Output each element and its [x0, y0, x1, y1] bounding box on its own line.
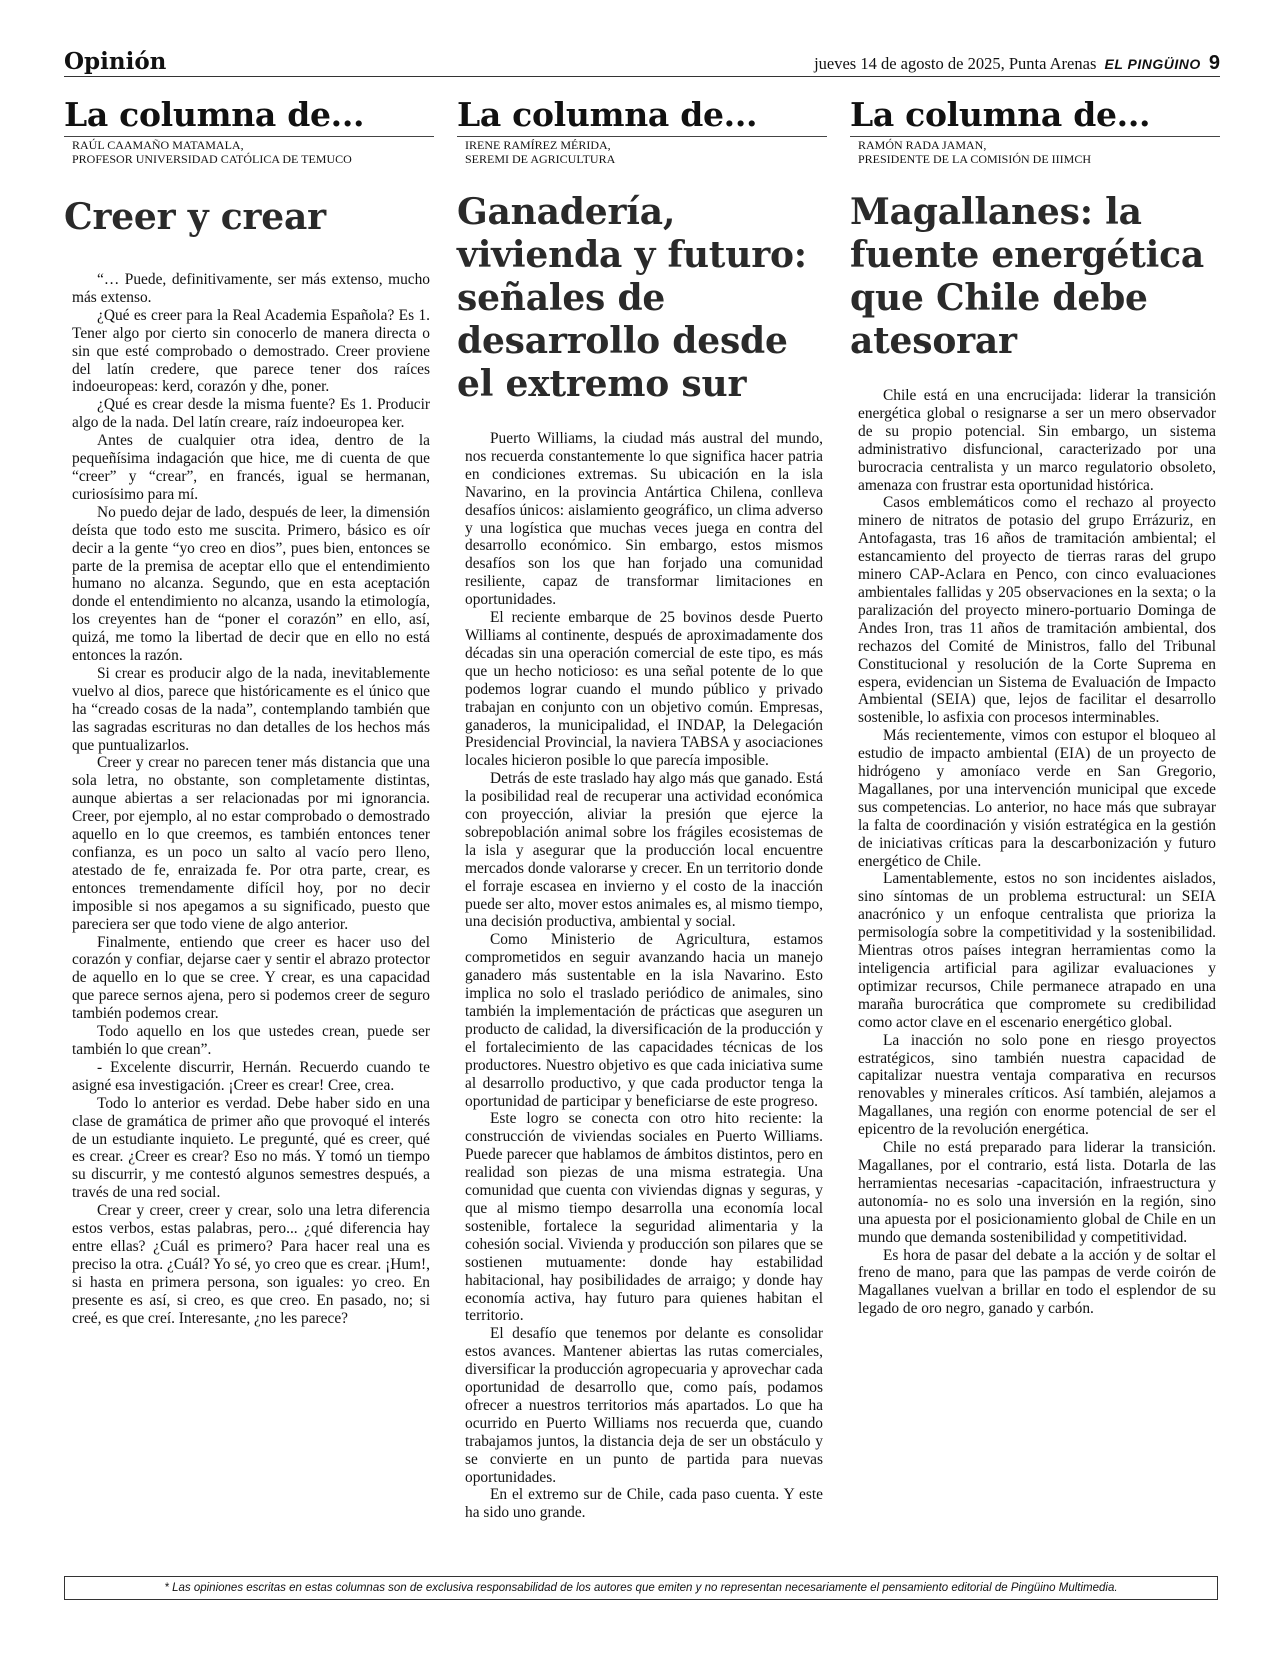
- paragraph: Creer y crear no parecen tener más distancia que una sola letra, no obstante, son completamente distintas, aunque abiertas a ser relacionadas por mi ignorancia. Creer, por ejemplo, al no estar comprobado o demostrado aquello en lo que creemos, es también entonces tener confianza, es un poco un salto al vacío pero lleno, atestado de fe, enraizada fe. Por otra parte, crear, es entonces tremendamente difícil hoy, por no decir imposible si nos apegamos a su significado, puesto que pareciera ser que todo viene de algo anterior.: [72, 754, 430, 933]
- author-name: IRENE RAMÍREZ MÉRIDA,: [465, 138, 611, 152]
- paragraph: El reciente embarque de 25 bovinos desde Puerto Williams al continente, después de aproximadamente dos décadas sin una operación comercial de este tipo, es más que un hecho noticioso: es una señal potente de lo que podemos lograr cuando el mundo público y privado trabajan en conjunto con un objetivo común. Empresas, ganaderos, la municipalidad, el INDAP, la Delegación Presidencial Provincial, la naviera TABSA y asociaciones locales hicieron posible lo que parecía imposible.: [465, 609, 823, 770]
- paragraph: Casos emblemáticos como el rechazo al proyecto minero de nitratos de potasio del grupo Errázuriz, en Antofagasta, tras 16 años de tramitación ambiental; el estancamiento del proyecto de tierras raras del grupo minero CAP-Aclara en Penco, con cinco evaluaciones ambientales fallidas y 205 observaciones en la sexta; o la paralización del proyecto minero-portuario Dominga de Andes Iron, tras 11 años de tramitación ambiental, dos rechazos del Comité de Ministros, fallo del Tribunal Constitucional y resolución de la Corte Suprema en espera, evidencian un Sistema de Evaluación de Impacto Ambiental (SEIA) que, lejos de facilitar el desarrollo sostenible, lo asfixia con procesos interminables.: [858, 494, 1216, 727]
- article-body: [64, 271, 434, 1327]
- author-role: PROFESOR UNIVERSIDAD CATÓLICA DE TEMUCO: [72, 152, 352, 166]
- column-tag: La columna de...: [850, 96, 1220, 137]
- paragraph: Como Ministerio de Agricultura, estamos comprometidos en seguir avanzando hacia un manejo ganadero más sustentable en la isla Navarino. Esto implica no solo el traslado periódico de animales, sino también la implementación de prácticas que aseguren un producto de calidad, la diversificación de la producción y el fortalecimiento de las capacidades técnicas de los productores. Nuestro objetivo es que cada iniciativa sume al desarrollo productivo, y que cada productor tenga la oportunidad de participar y beneficiarse de este progreso.: [465, 931, 823, 1110]
- paragraph: Chile está en una encrucijada: liderar la transición energética global o resignarse a ser un mero observador de su propio potencial. Sin embargo, un sistema administrativo disfuncional, caracterizado por una burocracia centralista y un marco regulatorio obsoleto, amenaza con frustrar esta oportunidad histórica.: [858, 387, 1216, 494]
- article-body: [457, 430, 827, 1522]
- paragraph: Es hora de pasar del debate a la acción y de soltar el freno de mano, para que las pampas de verde coirón de Magallanes vuelvan a brillar en todo el esplendor de su legado de oro negro, ganado y carbón.: [858, 1246, 1216, 1318]
- paragraph: No puedo dejar de lado, después de leer, la dimensión deísta que todo esto me suscita. Primero, básico es oír decir a la gente “yo creo en dios”, pues bien, entonces se parte de la premisa de aceptar ello que el entendimiento humano no alcanza. Segundo, que en esta aceptación donde el entendimiento no alcanza, usando la etimología, los creyentes han de “poner el corazón” en ello, así, quizá, me tomo la libertad de decir que en ello no está entonces la razón.: [72, 503, 430, 665]
- paragraph: Antes de cualquier otra idea, dentro de la pequeñísima indagación que hice, me di cuenta de que “creer” y “crear”, en francés, igual se hermanan, curiosísimo para mí.: [72, 432, 430, 503]
- author-name: RAMÓN RADA JAMAN,: [858, 138, 987, 152]
- column-tag: La columna de...: [64, 96, 434, 137]
- paragraph: Puerto Williams, la ciudad más austral del mundo, nos recuerda constantemente lo que significa hacer patria en condiciones extremas. Su ubicación en la isla Navarino, en la provincia Antártica Chilena, conlleva desafíos únicos: aislamiento geográfico, un clima adverso y una logística que muchas veces juega en contra del desarrollo económico. Sin embargo, estos mismos desafíos son los que han forjado una comunidad resiliente, capaz de transformar limitaciones en oportunidades.: [465, 430, 823, 609]
- article-title: Ganadería, vivienda y futuro: señales de desarrollo desde el extremo sur: [457, 191, 807, 405]
- paragraph: “… Puede, definitivamente, ser más extenso, mucho más extenso.: [72, 271, 430, 306]
- paragraph: ¿Qué es creer para la Real Academia Española? Es 1. Tener algo por cierto sin conocerlo de manera directa o sin que esté comprobado o demostrado. Creer proviene del latín credere, que parece tener dos raíces indoeuropeas: kerd, corazón y dhe, poner.: [72, 306, 430, 396]
- paragraph: Chile no está preparado para liderar la transición. Magallanes, por el contrario, está lista. Dotarla de las herramientas necesarias -capacitación, infraestructura y autonomía- no es solo una inversión en la región, sino una apuesta por el posicionamiento global de Chile en un mundo que demanda sostenibilidad y competitividad.: [858, 1139, 1216, 1246]
- paragraph: La inacción no solo pone en riesgo proyectos estratégicos, sino también nuestra capacidad de capitalizar nuestra ventaja comparativa en recursos renovables y minerales críticos. Así también, alejamos a Magallanes, una región con enorme potencial de ser el epicentro de la revolución energética.: [858, 1031, 1216, 1139]
- paragraph: Detrás de este traslado hay algo más que ganado. Está la posibilidad real de recuperar una actividad económica con proyección, aliviar la presión que ejerce la sobrepoblación animal sobre los frágiles ecosistemas de la isla y asegurar que la producción local encuentre mercados donde valorarse y crecer. En un territorio donde el forraje escasea en invierno y el costo de la inacción puede ser alto, mover estos animales es, al mismo tiempo, una decisión productiva, ambiental y social.: [465, 770, 823, 931]
- newspaper-page: [64, 48, 1220, 1522]
- article-body: [850, 387, 1220, 1318]
- paragraph: Este logro se conecta con otro hito reciente: la construcción de viviendas sociales en Puerto Williams. Puede parecer que hablamos de ámbitos distintos, pero en realidad son piezas de una misma estrategia. Una comunidad que cuenta con viviendas dignas y seguras, y que al mismo tiempo desarrolla una economía local sostenible, fortalece la seguridad alimentaria y la cohesión social. Vivienda y producción son pilares que se sostienen mutuamente: donde hay estabilidad habitacional, hay posibilidades de arraigo; y donde hay economía activa, hay futuro para quienes habitan el territorio.: [465, 1110, 823, 1325]
- paragraph: - Excelente discurrir, Hernán. Recuerdo cuando te asigné esa investigación. ¡Creer es crear! Cree, crea.: [72, 1058, 430, 1094]
- column-caamano: [64, 96, 434, 1327]
- section-title: Opinión: [64, 48, 167, 75]
- article-title: Magallanes: la fuente energética que Chile debe atesorar: [850, 191, 1204, 362]
- author-role: PRESIDENTE DE LA COMISIÓN DE IIIMCH: [858, 152, 1091, 166]
- disclaimer-box: * Las opiniones escritas en estas columnas son de exclusiva responsabilidad de los autores que emiten y no representan necesariamente el pensamiento editorial de Pingüino Multimedia.: [64, 1576, 1218, 1600]
- column-rada: [850, 96, 1220, 1318]
- paragraph: Si crear es producir algo de la nada, inevitablemente vuelvo al dios, parece que históricamente es el único que ha “creado cosas de la nada”, contemplando también que las sagradas escrituras no dan detalles de los hechos más que puntualizarlos.: [72, 664, 430, 754]
- paragraph: El desafío que tenemos por delante es consolidar estos avances. Mantener abiertas las rutas comerciales, diversificar la producción agropecuaria y aprovechar cada oportunidad de desarrollo que, como país, podamos ofrecer a nuestros territorios más apartados. Lo que ha ocurrido en Puerto Williams nos recuerda que, cuando trabajamos juntos, la distancia deja de ser un obstáculo y se convierte en un punto de partida para nuevas oportunidades.: [465, 1325, 823, 1486]
- newspaper-logo: EL PINGÜINO: [1104, 56, 1201, 72]
- paragraph: Crear y creer, creer y crear, solo una letra diferencia estos verbos, estas palabras, pero... ¿qué diferencia hay entre ellas? ¿Cuál es primero? Para hacer real una es preciso la otra. ¿Cuál? Yo sé, yo creo que es crear. ¡Hum!, si hasta en primera persona, son iguales: yo creo. En presente es así, si creo, es que creo. En pasado, no; si creé, es que creí. Interesante, ¿no les parece?: [72, 1202, 430, 1327]
- paragraph: Finalmente, entiendo que creer es hacer uso del corazón y confiar, dejarse caer y sentir el abrazo protector de aquello en lo que se cree. Y crear, es una capacidad que parece sernos ajena, pero si podemos creer de seguro también podemos crear.: [72, 933, 430, 1023]
- paragraph: Todo aquello en los que ustedes crean, puede ser también lo que crean”.: [72, 1023, 430, 1058]
- paragraph: Más recientemente, vimos con estupor el bloqueo al estudio de impacto ambiental (EIA) de un proyecto de hidrógeno y amoníaco verde en San Gregorio, Magallanes, por una intervención municipal que excede sus competencias. Lo anterior, no hace más que subrayar la falta de coordinación y visión estratégica en la gestión de iniciativas críticas para la descarbonización y futuro energético de Chile.: [858, 727, 1216, 870]
- paragraph: Lamentablemente, estos no son incidentes aislados, sino síntomas de un problema estructural: un SEIA anacrónico y un enfoque centralista que prioriza la permisología sobre la competitividad y la sostenibilidad. Mientras otros países integran herramientas como la inteligencia artificial para agilizar evaluaciones y optimizar recursos, Chile permanece atrapado en una maraña burocrática que compromete su credibilidad como actor clave en el escenario energético global.: [858, 870, 1216, 1031]
- article-title: Creer y crear: [64, 196, 326, 238]
- page-header: [64, 48, 1220, 77]
- byline: [850, 138, 1220, 166]
- byline: [457, 138, 827, 166]
- paragraph: ¿Qué es crear desde la misma fuente? Es 1. Producir algo de la nada. Del latín creare, raíz indoeuropea ker.: [72, 396, 430, 432]
- author-role: SEREMI DE AGRICULTURA: [465, 152, 616, 166]
- column-tag: La columna de...: [457, 96, 827, 137]
- page-number: 9: [1208, 52, 1220, 74]
- byline: [64, 138, 434, 166]
- column-ramirez: [457, 96, 827, 1522]
- paragraph: Todo lo anterior es verdad. Debe haber sido en una clase de gramática de primer año que provoqué el interés de un estudiante inquieto. Le pregunté, qué es creer, qué es crear. ¿Creer es crear? Eso no más. Y tomó un tiempo su discurrir, y me contestó algunos semestres después, a través de una red social.: [72, 1094, 430, 1202]
- paragraph: En el extremo sur de Chile, cada paso cuenta. Y este ha sido uno grande.: [465, 1486, 823, 1522]
- dateline-group: [814, 52, 1220, 75]
- author-name: RAÚL CAAMAÑO MATAMALA,: [72, 138, 244, 152]
- dateline: jueves 14 de agosto de 2025, Punta Arenas: [814, 54, 1097, 73]
